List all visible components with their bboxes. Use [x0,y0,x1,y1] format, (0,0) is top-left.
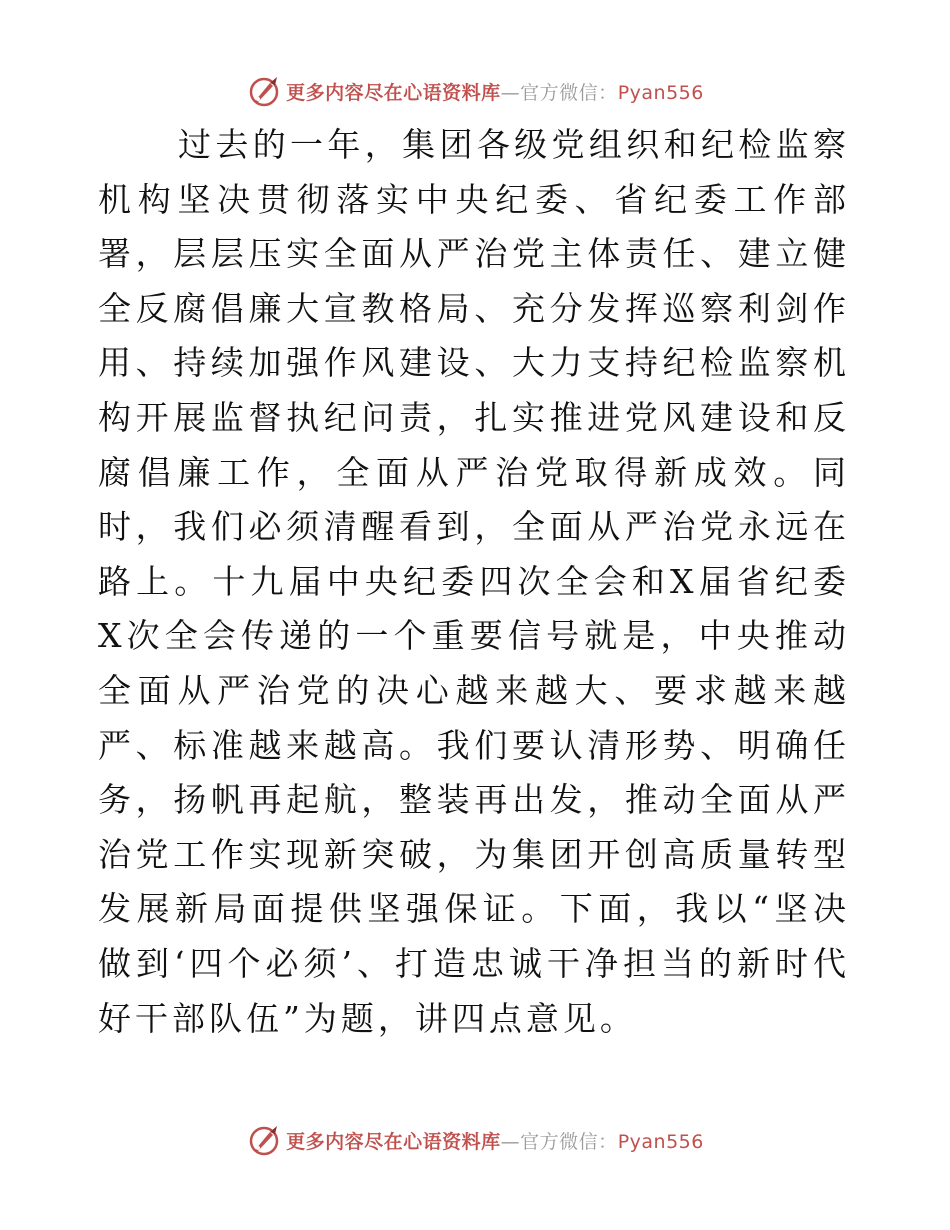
footer-watermark [0,1120,950,1160]
body-paragraph: 过去的一年，集团各级党组织和纪检监察机构坚决贯彻落实中央纪委、省纪委工作部署，层层压实全面从严治党主体责任、建立健全反腐倡廉大宣教格局、充分发挥巡察利剑作用、持续加强作风建设、大力支持纪检监察机构开展监督执纪问责，扎实推进党风建设和反腐倡廉工作，全面从严治党取得新成效。同时，我们必须清醒看到，全面从严治党永远在路上。十九届中央纪委四次全会和X届省纪委X次全会传递的一个重要信号就是，中央推动全面从严治党的决心越来越大、要求越来越严、标准越来越高。我们要认清形势、明确任务，扬帆再起航，整装再出发，推动全面从严治党工作实现新突破，为集团开创高质量转型发展新局面提供坚强保证。下面，我以“坚决做到‘四个必须’、打造忠诚干净担当的新时代好干部队伍”为题，讲四点意见。 [98,125,850,1038]
watermark-main-text: 更多内容尽在心语资料库 [286,1130,501,1153]
header-watermark [0,71,950,111]
watermark-sub-text: 官方微信： [520,1130,618,1153]
quill-pen-circle-icon [246,73,282,109]
watermark-separator: — [500,81,521,104]
watermark-wechat-id: Pyan556 [617,81,704,104]
watermark-separator: — [500,1130,521,1153]
watermark-text [286,1127,704,1154]
watermark-text [286,78,704,105]
watermark-main-text: 更多内容尽在心语资料库 [286,81,501,104]
watermark-sub-text: 官方微信： [520,81,618,104]
quill-pen-circle-icon [246,1122,282,1158]
watermark-wechat-id: Pyan556 [617,1130,704,1153]
